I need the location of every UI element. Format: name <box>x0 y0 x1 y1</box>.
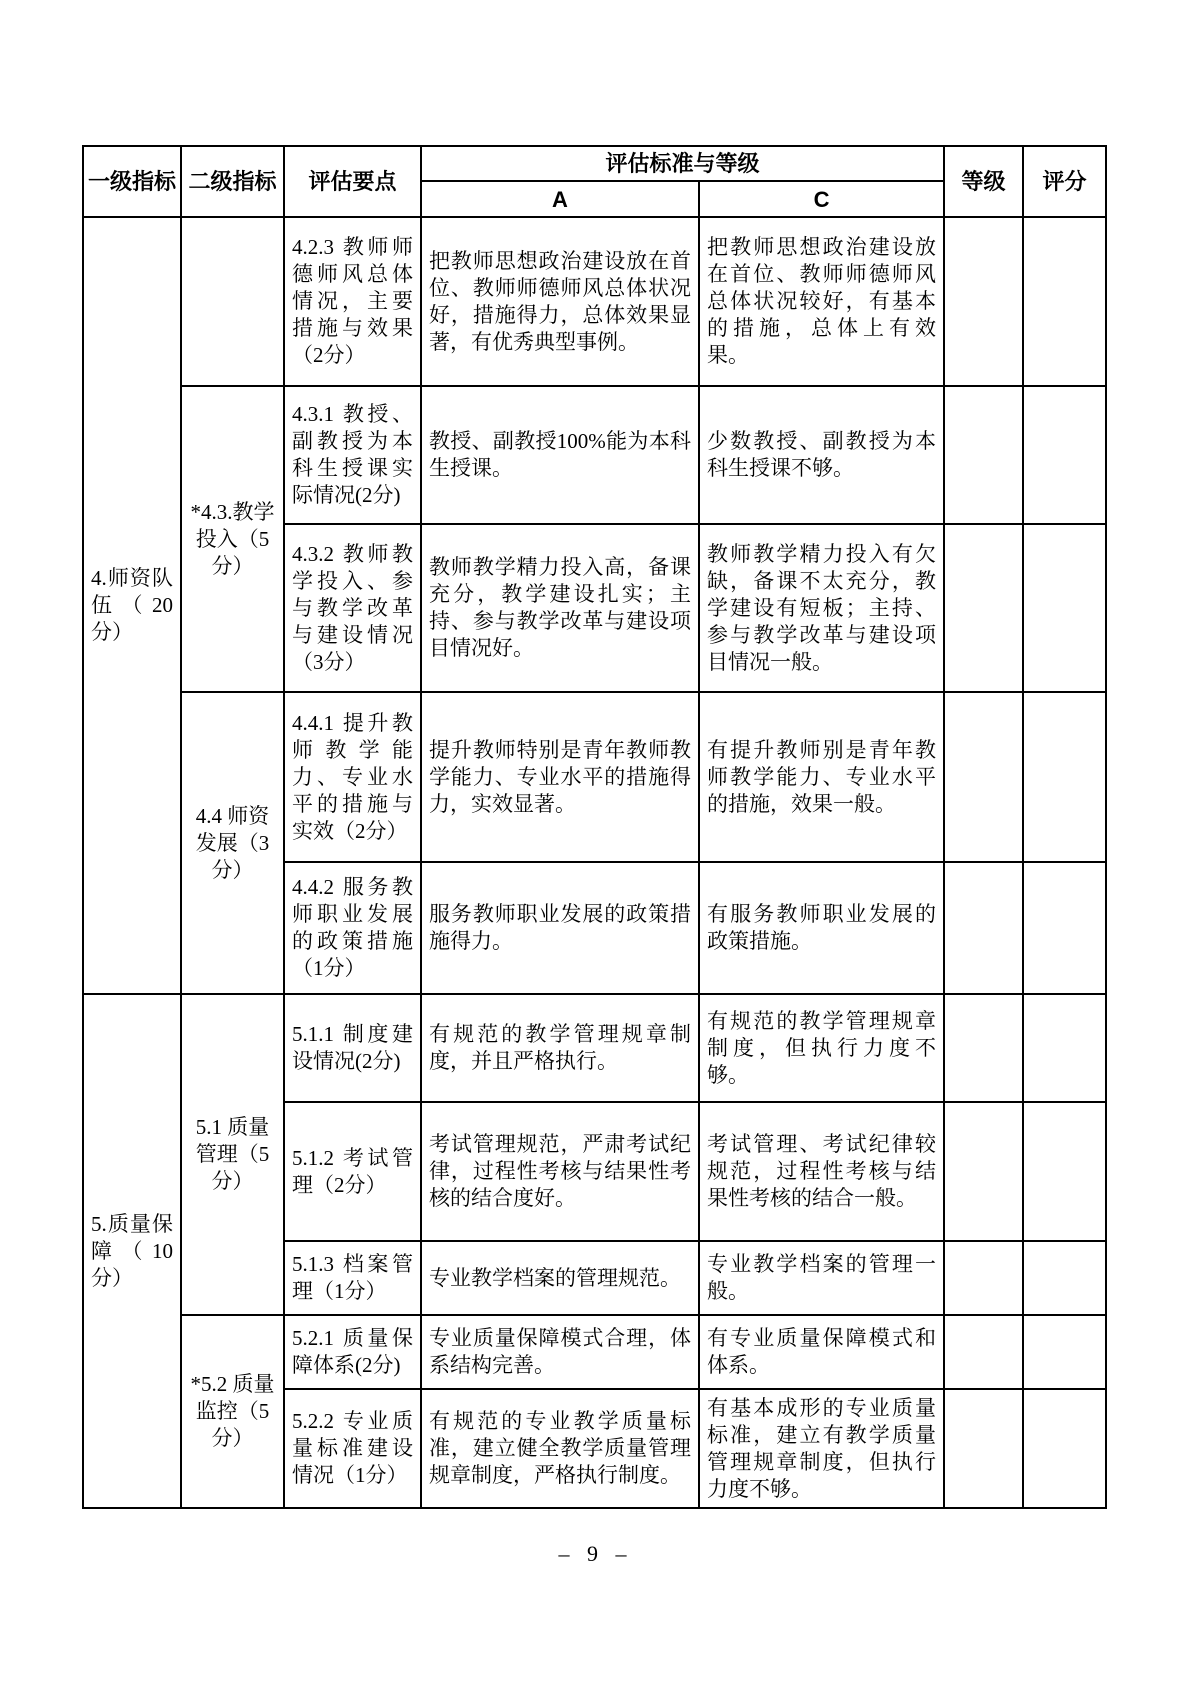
header-standards-grades: 评估标准与等级 <box>421 146 944 181</box>
evaluation-table <box>82 145 1107 1509</box>
header-grade-a: A <box>421 181 699 217</box>
level-cell <box>944 524 1023 692</box>
level2-cell-quality-monitor: *5.2 质量监控（5分） <box>181 1315 284 1508</box>
point-cell: 4.3.2 教师教学投入、参与教学改革与建设情况（3分） <box>284 524 421 692</box>
grade-c-cell: 有服务教师职业发展的政策措施。 <box>699 862 944 994</box>
level2-cell-quality-mgmt: 5.1 质量管理（5分） <box>181 994 284 1315</box>
grade-a-cell: 服务教师职业发展的政策措施得力。 <box>421 862 699 994</box>
point-cell: 4.2.3 教师师德师风总体情况，主要措施与效果（2分） <box>284 217 421 386</box>
table-row <box>83 217 1106 386</box>
score-cell <box>1023 386 1106 524</box>
grade-c-cell: 有规范的教学管理规章制度，但执行力度不够。 <box>699 994 944 1102</box>
grade-a-cell: 专业教学档案的管理规范。 <box>421 1241 699 1315</box>
level2-cell-teaching-input: *4.3.教学投入（5分） <box>181 386 284 692</box>
grade-a-cell: 把教师思想政治建设放在首位、教师师德师风总体状况好，措施得力，总体效果显著，有优秀典型事例。 <box>421 217 699 386</box>
point-cell: 4.4.2 服务教师职业发展的政策措施（1分） <box>284 862 421 994</box>
grade-c-cell: 少数教授、副教授为本科生授课不够。 <box>699 386 944 524</box>
grade-a-cell: 教授、副教授100%能为本科生授课。 <box>421 386 699 524</box>
header-level: 等级 <box>944 146 1023 217</box>
table-row <box>83 386 1106 524</box>
grade-c-cell: 专业教学档案的管理一般。 <box>699 1241 944 1315</box>
level-cell <box>944 994 1023 1102</box>
score-cell <box>1023 1241 1106 1315</box>
point-cell: 5.2.1 质量保障体系(2分) <box>284 1315 421 1389</box>
header-grade-c: C <box>699 181 944 217</box>
header-level2-indicator: 二级指标 <box>181 146 284 217</box>
level-cell <box>944 1102 1023 1241</box>
grade-c-cell: 有基本成形的专业质量标准，建立有教学质量管理规章制度，但执行力度不够。 <box>699 1389 944 1508</box>
page-number: – 9 – <box>558 1541 633 1566</box>
point-cell: 4.3.1 教授、副教授为本科生授课实际情况(2分) <box>284 386 421 524</box>
header-score: 评分 <box>1023 146 1106 217</box>
level1-cell-teachers: 4.师资队伍（20分） <box>83 217 181 994</box>
level2-cell-blank <box>181 217 284 386</box>
grade-a-cell: 有规范的教学管理规章制度，并且严格执行。 <box>421 994 699 1102</box>
score-cell <box>1023 217 1106 386</box>
header-level1-indicator: 一级指标 <box>83 146 181 217</box>
grade-a-cell: 教师教学精力投入高，备课充分，教学建设扎实；主持、参与教学改革与建设项目情况好。 <box>421 524 699 692</box>
point-cell: 5.2.2 专业质量标准建设情况（1分） <box>284 1389 421 1508</box>
score-cell <box>1023 692 1106 862</box>
grade-a-cell: 有规范的专业教学质量标准，建立健全教学质量管理规章制度，严格执行制度。 <box>421 1389 699 1508</box>
point-cell: 5.1.1 制度建设情况(2分) <box>284 994 421 1102</box>
table-row <box>83 1315 1106 1389</box>
grade-c-cell: 有专业质量保障模式和体系。 <box>699 1315 944 1389</box>
grade-c-cell: 考试管理、考试纪律较规范，过程性考核与结果性考核的结合一般。 <box>699 1102 944 1241</box>
level2-cell-teacher-dev: 4.4 师资发展（3分） <box>181 692 284 994</box>
grade-a-cell: 专业质量保障模式合理，体系结构完善。 <box>421 1315 699 1389</box>
level-cell <box>944 1389 1023 1508</box>
level1-cell-quality: 5.质量保障（10分） <box>83 994 181 1508</box>
score-cell <box>1023 1102 1106 1241</box>
level-cell <box>944 692 1023 862</box>
level-cell <box>944 217 1023 386</box>
table-row <box>83 994 1106 1102</box>
header-evaluation-points: 评估要点 <box>284 146 421 217</box>
score-cell <box>1023 524 1106 692</box>
grade-a-cell: 提升教师特别是青年教师教学能力、专业水平的措施得力，实效显著。 <box>421 692 699 862</box>
level-cell <box>944 386 1023 524</box>
grade-c-cell: 把教师思想政治建设放在首位、教师师德师风总体状况较好，有基本的措施，总体上有效果。 <box>699 217 944 386</box>
grade-c-cell: 教师教学精力投入有欠缺，备课不太充分，教学建设有短板；主持、参与教学改革与建设项目情况一般。 <box>699 524 944 692</box>
level-cell <box>944 1241 1023 1315</box>
point-cell: 5.1.3 档案管理（1分） <box>284 1241 421 1315</box>
grade-c-cell: 有提升教师别是青年教师教学能力、专业水平的措施，效果一般。 <box>699 692 944 862</box>
score-cell <box>1023 1389 1106 1508</box>
level-cell <box>944 1315 1023 1389</box>
score-cell <box>1023 862 1106 994</box>
point-cell: 5.1.2 考试管理（2分） <box>284 1102 421 1241</box>
score-cell <box>1023 994 1106 1102</box>
score-cell <box>1023 1315 1106 1389</box>
table-row <box>83 692 1106 862</box>
point-cell: 4.4.1 提升教师教学能力、专业水平的措施与实效（2分） <box>284 692 421 862</box>
level-cell <box>944 862 1023 994</box>
grade-a-cell: 考试管理规范，严肃考试纪律，过程性考核与结果性考核的结合度好。 <box>421 1102 699 1241</box>
